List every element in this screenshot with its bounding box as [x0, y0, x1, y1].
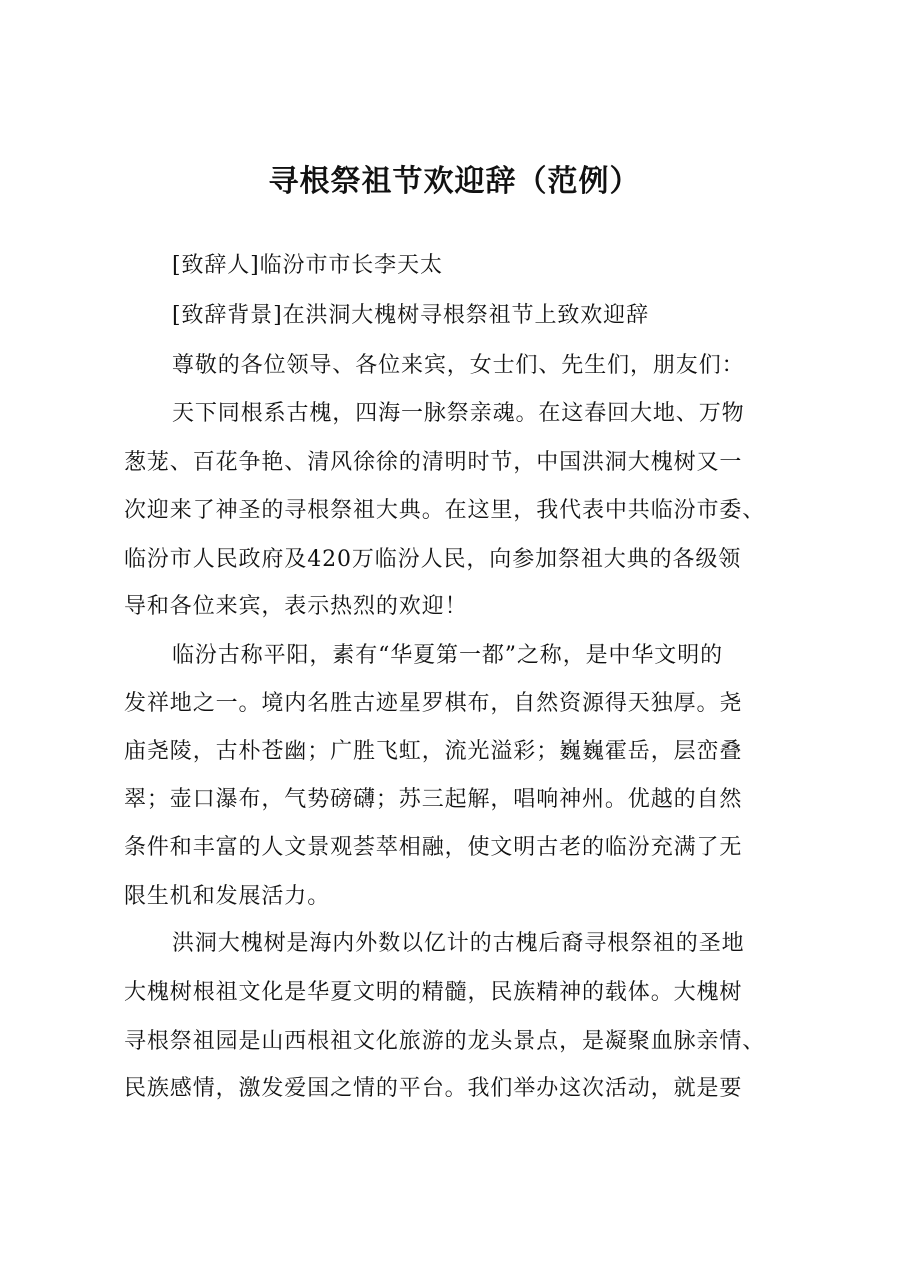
- paragraph-line: 大槐树根祖文化是华夏文明的精髓，民族精神的载体。大槐树: [124, 980, 743, 1005]
- paragraph-line: 条件和丰富的人文景观荟萃相融，使文明古老的临汾充满了无: [124, 835, 743, 860]
- paragraph-line: 葱茏、百花争艳、清风徐徐的清明时节，中国洪洞大槐树又一: [124, 450, 743, 475]
- paragraph-line: 庙尧陵，古朴苍幽；广胜飞虹，流光溢彩；巍巍霍岳，层峦叠: [124, 739, 743, 764]
- paragraph-line: 导和各位来宾，表示热烈的欢迎！: [124, 594, 468, 619]
- paragraph-line: 天下同根系古槐，四海一脉祭亲魂。在这春回大地、万物: [172, 401, 745, 426]
- paragraph-line: 限生机和发展活力。: [124, 884, 331, 909]
- background-line: [致辞背景]在洪洞大槐树寻根祭祖节上致欢迎辞: [172, 303, 649, 328]
- document-title: 寻根祭祖节欢迎辞（范例）: [268, 164, 641, 199]
- paragraph-line: 次迎来了神圣的寻根祭祖大典。在这里，我代表中共临汾市委、: [124, 498, 766, 523]
- paragraph-line: 洪洞大槐树是海内外数以亿计的古槐后裔寻根祭祖的圣地: [172, 931, 745, 956]
- paragraph-line: 民族感情，激发爱国之情的平台。我们举办这次活动，就是要: [124, 1076, 743, 1101]
- paragraph-line: 发祥地之一。境内名胜古迹星罗棋布，自然资源得天独厚。尧: [124, 691, 743, 716]
- paragraph-line: 临汾市人民政府及420万临汾人民，向参加祭祖大典的各级领: [124, 547, 742, 572]
- salutation: 尊敬的各位领导、各位来宾，女士们、先生们，朋友们：: [172, 353, 745, 378]
- paragraph-line: 临汾古称平阳，素有“华夏第一都”之称，是中华文明的: [172, 643, 723, 668]
- paragraph-line: 寻根祭祖园是山西根祖文化旅游的龙头景点，是凝聚血脉亲情、: [124, 1029, 766, 1054]
- paragraph-line: 翠；壶口瀑布，气势磅礴；苏三起解，唱响神州。优越的自然: [124, 787, 743, 812]
- speaker-line: [致辞人]临汾市市长李天太: [172, 253, 443, 278]
